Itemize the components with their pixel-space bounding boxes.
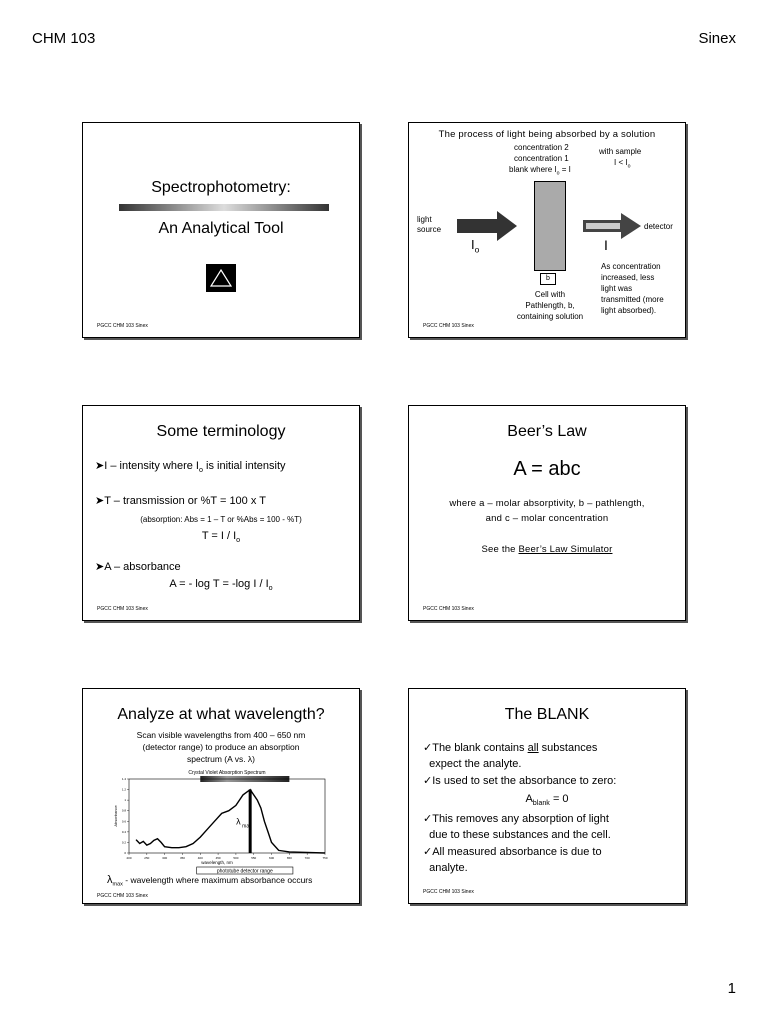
- with-sample-label: with sample: [599, 147, 642, 156]
- y-tick-label: 0: [124, 851, 126, 855]
- slide-title: Spectrophotometry:: [151, 179, 291, 196]
- x-tick-label: 500: [233, 856, 239, 860]
- slide-title: Analyze at what wavelength?: [117, 706, 325, 723]
- data-point: [171, 847, 172, 848]
- bullet-absorbance: ➤A – absorbance: [95, 561, 181, 573]
- slide-footer: PGCC CHM 103 Sinex: [97, 606, 148, 612]
- data-point: [278, 850, 279, 851]
- data-point: [186, 846, 187, 847]
- data-point: [236, 805, 237, 806]
- data-point: [207, 829, 208, 830]
- conc2-label: concentration 2: [514, 143, 569, 152]
- data-point: [257, 800, 258, 801]
- slide-title: Beer’s Law: [507, 423, 587, 440]
- y-tick-label: 0.4: [121, 829, 126, 834]
- data-point: [289, 852, 290, 853]
- data-point: [157, 838, 158, 839]
- bullet-transmission: ➤T – transmission or %T = 100 x T: [95, 495, 266, 507]
- slide-subtitle: An Analytical Tool: [158, 220, 284, 237]
- data-point: [268, 832, 269, 833]
- absorption-spectrum-chart: [111, 767, 333, 877]
- page-number: 1: [727, 980, 736, 997]
- blank-label: blank where $I_o = I$: [509, 165, 571, 177]
- y-tick-label: 0.8: [121, 808, 126, 813]
- slide-footer: PGCC CHM 103 Sinex: [423, 889, 474, 895]
- data-point: [147, 845, 148, 846]
- a-blank-eq: $A_{blank} = 0$: [525, 793, 569, 808]
- data-point: [221, 813, 222, 814]
- data-point: [139, 843, 140, 844]
- bullet-blank-contents: ✓The blank contains all substances expect the analyte.: [423, 742, 598, 770]
- data-point: [164, 846, 165, 847]
- x-tick-label: 200: [126, 856, 132, 860]
- bullet-measured: ✓All measured absorbance is due to analyte.: [423, 846, 602, 874]
- desc-line-3: spectrum (A vs. λ): [186, 754, 255, 764]
- where-line-1: where a – molar absorptivity, b – pathlength,: [449, 498, 645, 509]
- light-source-label: light source: [417, 215, 442, 234]
- desc-line-1: Scan visible wavelengths from 400 – 650 nm: [136, 730, 306, 740]
- absorption-note: (absorption: Abs = 1 – T or %Abs = 100 - %T): [140, 515, 302, 524]
- x-tick-label: 450: [215, 856, 221, 860]
- x-tick-label: 650: [286, 856, 292, 860]
- x-tick-label: 300: [162, 856, 168, 860]
- simulator-line: See the Beer’s Law Simulator: [481, 544, 613, 555]
- concentration-note: As concentration increased, less light was transmitted (more light absorbed).: [601, 262, 664, 315]
- where-line-2: and c – molar concentration: [485, 513, 609, 524]
- i-less-than-io: $I < I_o$: [614, 158, 631, 170]
- slide-title: The process of light being absorbed by a solution: [438, 129, 656, 140]
- data-point: [150, 843, 151, 844]
- desc-line-2: (detector range) to produce an absorption: [142, 742, 300, 752]
- slide-beers-law: [408, 405, 686, 621]
- detector-range-label: phototube detector range: [216, 868, 273, 875]
- beers-law-simulator-link[interactable]: Beer’s Law Simulator: [518, 544, 613, 555]
- x-axis-label: wavelength, nm: [201, 860, 233, 865]
- x-tick-label: 600: [269, 856, 275, 860]
- course-label: CHM 103: [32, 30, 96, 47]
- conc1-label: concentration 1: [514, 154, 569, 163]
- data-point: [261, 808, 262, 809]
- y-tick-label: 1: [124, 798, 126, 803]
- lambda-max-label: λ: [236, 816, 241, 827]
- bullet-removes-absorption: ✓This removes any absorption of light due to these substances and the cell.: [423, 813, 611, 841]
- gradient-bar: [119, 204, 329, 211]
- y-tick-label: 0.2: [121, 840, 126, 845]
- bullet-intensity: ➤I – intensity where $I_o$ is initial intensity: [95, 460, 286, 475]
- lambda-max-desc: $\lambda_{max}$ - wavelength where maximum absorbance occurs: [107, 874, 313, 888]
- y-tick-label: 0.6: [121, 819, 126, 824]
- absorbance-series-line: [136, 790, 325, 853]
- triangle-icon: [206, 264, 236, 292]
- x-tick-label: 350: [179, 856, 185, 860]
- cell-caption: Cell with Pathlength, b, containing solution: [516, 290, 584, 321]
- data-point: [325, 853, 326, 854]
- plot-frame: [129, 779, 325, 853]
- chart-title: Crystal Violet Absorption Spectrum: [188, 770, 266, 776]
- io-label: $I_o$: [471, 237, 480, 255]
- data-point: [243, 795, 244, 796]
- beers-law-eq: A = abc: [513, 458, 581, 480]
- slide-footer: PGCC CHM 103 Sinex: [97, 893, 148, 899]
- bullet-set-zero: ✓Is used to set the absorbance to zero:: [423, 775, 617, 787]
- x-tick-label: 700: [304, 856, 310, 860]
- cuvette: [534, 181, 566, 271]
- slide-spectrophotometry: [82, 122, 360, 338]
- slide-terminology: [82, 405, 360, 621]
- y-tick-label: 1.4: [121, 777, 126, 781]
- x-tick-label: 550: [251, 856, 257, 860]
- detector-label: detector: [644, 222, 673, 231]
- transmitted-arrow: [583, 213, 643, 239]
- transmission-eq: $T = I / I_o$: [201, 530, 241, 545]
- i-label: I: [604, 237, 608, 253]
- data-point: [228, 810, 229, 811]
- slide-footer: PGCC CHM 103 Sinex: [423, 323, 474, 329]
- pathlength-box: b: [540, 273, 556, 285]
- data-point: [214, 821, 215, 822]
- slide-footer: PGCC CHM 103 Sinex: [97, 323, 148, 329]
- slide-blank: [408, 688, 686, 904]
- y-axis-label: Absorbance: [113, 805, 118, 827]
- incident-arrow: [457, 211, 519, 241]
- lambda-max-sub: max: [242, 823, 252, 830]
- data-point: [200, 837, 201, 838]
- slide-title: The BLANK: [504, 706, 590, 723]
- data-point: [193, 843, 194, 844]
- x-tick-label: 400: [197, 856, 203, 860]
- data-point: [271, 842, 272, 843]
- data-point: [161, 842, 162, 843]
- y-tick-label: 1.2: [121, 787, 126, 792]
- x-tick-label: 750: [322, 856, 328, 860]
- data-point: [307, 852, 308, 853]
- slide-absorption-process: [408, 122, 686, 338]
- slide-wavelength: [82, 688, 360, 904]
- slide-footer: PGCC CHM 103 Sinex: [423, 606, 474, 612]
- data-point: [264, 821, 265, 822]
- data-point: [154, 840, 155, 841]
- data-point: [143, 841, 144, 842]
- x-tick-label: 250: [144, 856, 150, 860]
- author-label: Sinex: [698, 30, 736, 47]
- lambda-max-bar: [249, 790, 252, 853]
- slide-title: Some terminology: [156, 423, 286, 440]
- data-point: [136, 839, 137, 840]
- absorbance-eq: A = - log T = -log I / $I_o$: [169, 578, 273, 593]
- data-point: [179, 847, 180, 848]
